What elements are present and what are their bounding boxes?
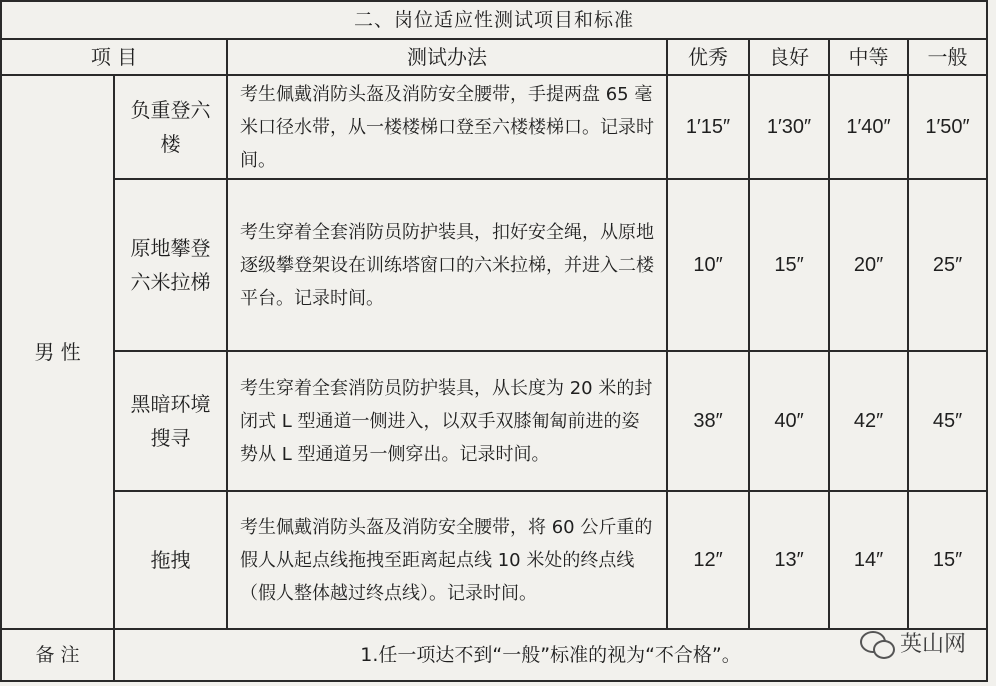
grade-pass-value: 15″ [908,491,987,629]
table-row [1,179,987,351]
row-item-name: 原地攀登六米拉梯 [114,179,227,351]
remark-label: 备 注 [1,629,114,681]
header-grade-good: 良好 [749,39,829,75]
row-method: 考生穿着全套消防员防护装具，从长度为 20 米的封闭式 L 型通道一侧进入，以双手双膝匍匐前进的姿势从 L 型通道另一侧穿出。记录时间。 [227,351,667,491]
row-method: 考生佩戴消防头盔及消防安全腰带，将 60 公斤重的假人从起点线拖拽至距离起点线 10 米处的终点线（假人整体越过终点线）。记录时间。 [227,491,667,629]
grade-pass-value: 25″ [908,179,987,351]
grade-medium-value: 42″ [829,351,908,491]
grade-good-value: 13″ [749,491,829,629]
group-label: 男 性 [1,75,114,629]
grade-medium-value: 20″ [829,179,908,351]
row-item-name: 拖拽 [114,491,227,629]
row-item-name: 负重登六楼 [114,75,227,179]
grade-excellent-value: 38″ [667,351,749,491]
grade-excellent-value: 10″ [667,179,749,351]
remark-text: 1.任一项达不到“一般”标准的视为“不合格”。 [114,629,987,681]
header-grade-pass: 一般 [908,39,987,75]
header-method: 测试办法 [227,39,667,75]
row-method: 考生穿着全套消防员防护装具，扣好安全绳，从原地逐级攀登架设在训练塔窗口的六米拉梯，并进入二楼平台。记录时间。 [227,179,667,351]
grade-pass-value: 45″ [908,351,987,491]
grade-medium-value: 1′40″ [829,75,908,179]
row-item-name: 黑暗环境搜寻 [114,351,227,491]
grade-good-value: 40″ [749,351,829,491]
remark-row [1,629,987,681]
table-row [1,351,987,491]
wechat-icon [860,629,894,657]
watermark-text: 英山网 [899,632,966,657]
grade-excellent-value: 12″ [667,491,749,629]
table-row [1,75,987,179]
header-grade-medium: 中等 [829,39,908,75]
table-title: 二、岗位适应性测试项目和标准 [1,1,987,39]
grade-pass-value: 1′50″ [908,75,987,179]
table-row [1,491,987,629]
grade-good-value: 15″ [749,179,829,351]
row-method: 考生佩戴消防头盔及消防安全腰带，手提两盘 65 毫米口径水带，从一楼楼梯口登至六楼楼梯口。记录时间。 [227,75,667,179]
grade-excellent-value: 1′15″ [667,75,749,179]
header-item: 项 目 [1,39,227,75]
grade-good-value: 1′30″ [749,75,829,179]
grade-medium-value: 14″ [829,491,908,629]
header-grade-excellent: 优秀 [667,39,749,75]
watermark [860,627,966,658]
